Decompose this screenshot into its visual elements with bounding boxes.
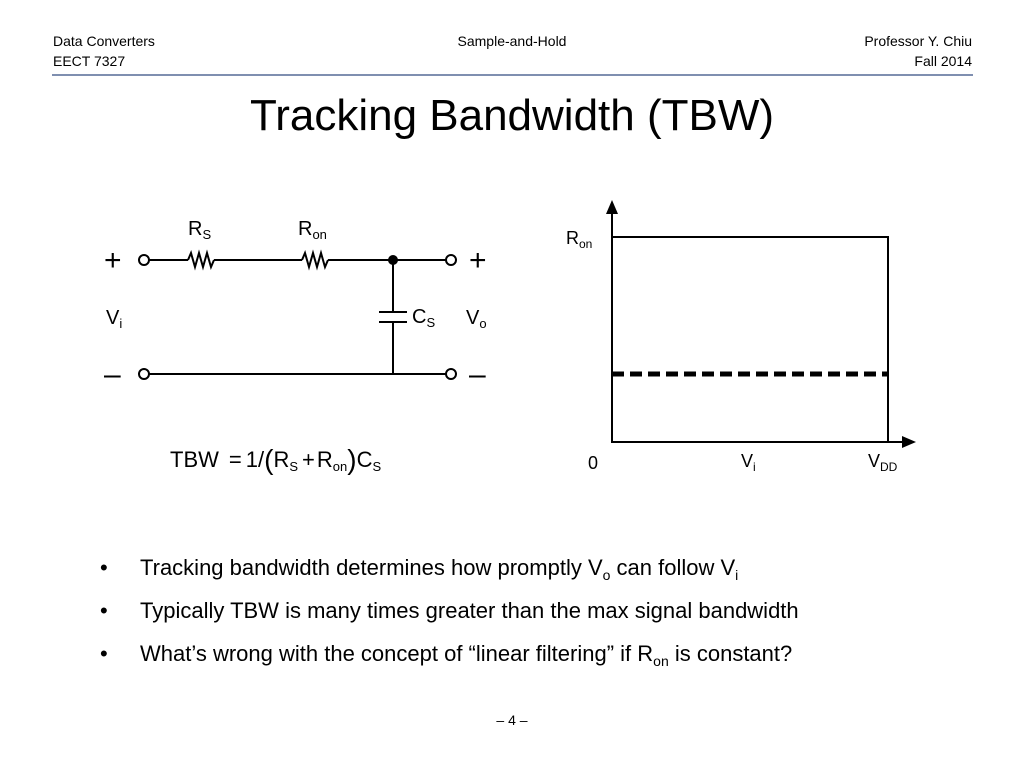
input-plus-sign: + <box>104 244 122 277</box>
input-minus-sign: – <box>104 358 121 391</box>
header-topic: Sample-and-Hold <box>457 33 567 49</box>
y-axis-arrowhead <box>606 200 618 214</box>
terminal-out-top <box>446 255 456 265</box>
ron-constant-region <box>612 237 888 442</box>
instructor-name: Professor Y. Chiu <box>864 33 972 49</box>
tbw-formula: TBW = 1/(RS +Ron)CS <box>170 444 382 475</box>
bullet-marker: • <box>100 641 108 666</box>
bullet-marker: • <box>100 555 108 580</box>
output-plus-sign: + <box>469 244 487 277</box>
bullet-marker: • <box>100 598 108 623</box>
term: Fall 2014 <box>914 53 972 69</box>
graph-x-label: $V_i$ <box>741 451 756 474</box>
terminal-in-top <box>139 255 149 265</box>
terminal-in-bottom <box>139 369 149 379</box>
label-cs: $C_S$ <box>412 306 436 330</box>
course-code: EECT 7327 <box>53 53 126 69</box>
x-axis-arrowhead <box>902 436 916 448</box>
course-name: Data Converters <box>53 33 155 49</box>
terminal-out-bottom <box>446 369 456 379</box>
output-minus-sign: – <box>469 358 486 391</box>
graph-y-label: $R_{on}$ <box>566 228 593 251</box>
label-ron: $R_{on}$ <box>298 218 327 242</box>
label-rs: $R_S$ <box>188 218 212 242</box>
circuit-labels <box>104 218 487 391</box>
bullet-text: Typically TBW is many times greater than the max signal bandwidth <box>140 598 799 623</box>
slide-title: Tracking Bandwidth (TBW) <box>249 91 775 140</box>
label-vo: $V_o$ <box>466 307 487 331</box>
graph-origin-label: 0 <box>588 453 599 473</box>
circuit-diagram <box>139 253 456 379</box>
bullet-text: What’s wrong with the concept of “linear filtering” if $R_{on}$ is constant? <box>140 641 793 669</box>
resistor-ron <box>302 253 328 267</box>
resistor-rs <box>188 253 214 267</box>
ron-vs-vi-graph <box>566 200 916 474</box>
label-vi: $V_i$ <box>106 307 123 331</box>
bullet-text: Tracking bandwidth determines how promptly $V_o$ can follow $V_i$ <box>140 555 739 583</box>
page-number: – 4 – <box>496 712 528 728</box>
graph-x-end-label: $V_{DD}$ <box>868 451 898 474</box>
